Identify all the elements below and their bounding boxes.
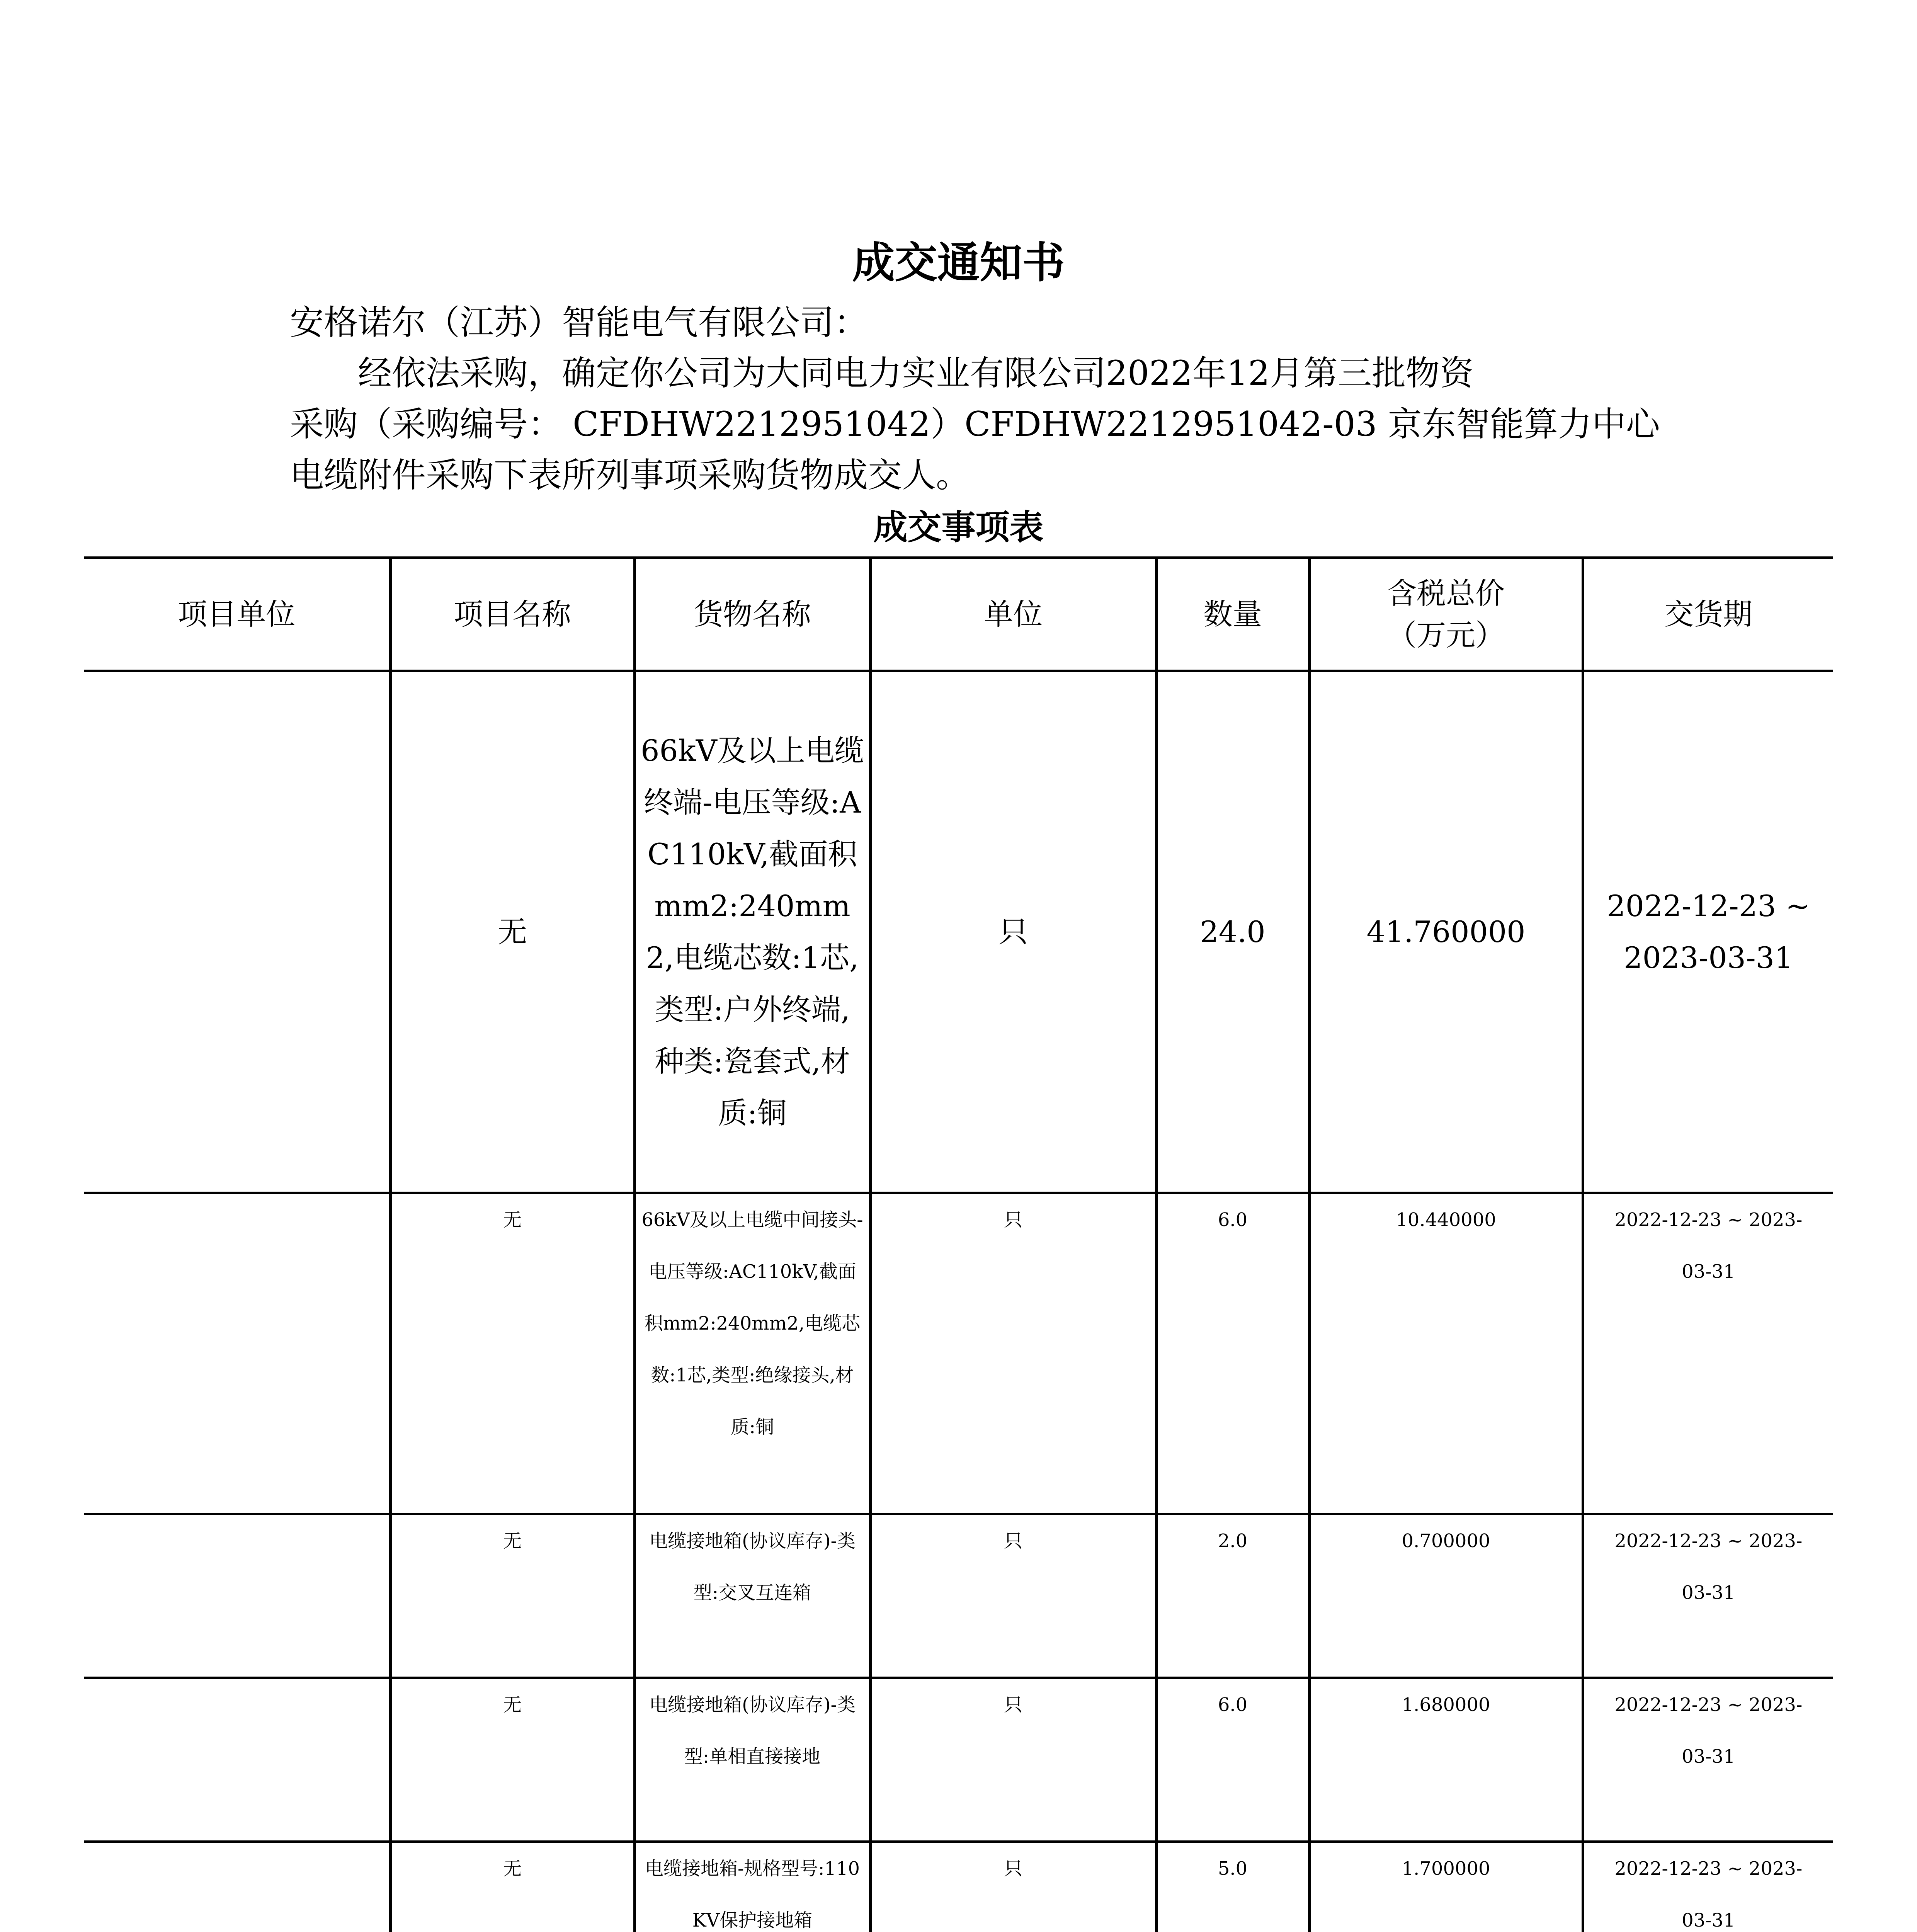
delivery-line-1: 2022-12-23 ~ 2023-	[1614, 1694, 1803, 1716]
table-header-row	[84, 558, 1833, 671]
table-row	[84, 1678, 1833, 1842]
delivery-line-1: 2022-12-23 ~ 2023-	[1614, 1209, 1803, 1231]
table-row	[84, 1514, 1833, 1678]
cell-unit-org	[84, 1842, 390, 1932]
table-title: 成交事项表	[873, 507, 1044, 547]
cell-project-name: 无	[390, 1193, 634, 1514]
notice-body	[290, 348, 1660, 501]
cell-delivery	[1583, 671, 1833, 1193]
notice-body-line-2: 采购（采购编号： CFDHW2212951042）CFDHW2212951042-03 京东智能算力中心	[290, 404, 1660, 444]
cell-unit: 只	[870, 671, 1156, 1193]
table-row	[84, 1193, 1833, 1514]
cell-price: 10.440000	[1309, 1193, 1583, 1514]
delivery-line-2: 03-31	[1682, 1261, 1735, 1282]
delivery-line-2: 03-31	[1682, 1582, 1735, 1604]
header-goods-name: 货物名称	[634, 558, 870, 671]
cell-goods-name: 电缆接地箱-规格型号:110KV保护接地箱	[634, 1842, 870, 1932]
notice-body-line-3: 电缆附件采购下表所列事项采购货物成交人。	[290, 455, 970, 495]
cell-delivery	[1583, 1678, 1833, 1842]
transaction-items-table	[84, 556, 1833, 1932]
recipient-company: 安格诺尔（江苏）智能电气有限公司：	[290, 303, 868, 342]
cell-unit: 只	[870, 1842, 1156, 1932]
delivery-line-2: 03-31	[1682, 1910, 1735, 1931]
cell-quantity: 6.0	[1156, 1193, 1309, 1514]
cell-quantity: 24.0	[1156, 671, 1309, 1193]
cell-delivery	[1583, 1842, 1833, 1932]
delivery-line-1: 2022-12-23 ~ 2023-	[1614, 1858, 1803, 1879]
cell-unit-org	[84, 1514, 390, 1678]
document-title: 成交通知书	[852, 238, 1065, 287]
cell-quantity: 2.0	[1156, 1514, 1309, 1678]
cell-goods-name: 电缆接地箱(协议库存)-类型:交叉互连箱	[634, 1514, 870, 1678]
header-unit: 单位	[870, 558, 1156, 671]
header-price-line1: 含税总价	[1387, 576, 1505, 611]
cell-goods-name: 电缆接地箱(协议库存)-类型:单相直接接地	[634, 1678, 870, 1842]
cell-delivery	[1583, 1514, 1833, 1678]
header-price-line2: （万元）	[1387, 618, 1505, 652]
header-project-name: 项目名称	[390, 558, 634, 671]
cell-unit: 只	[870, 1678, 1156, 1842]
cell-goods-name: 66kV及以上电缆终端-电压等级:AC110kV,截面积mm2:240mm2,电缆芯数:1芯,类型:户外终端,种类:瓷套式,材质:铜	[634, 671, 870, 1193]
cell-project-name: 无	[390, 1678, 634, 1842]
delivery-line-2: 2023-03-31	[1624, 940, 1793, 975]
cell-quantity: 5.0	[1156, 1842, 1309, 1932]
cell-price: 1.680000	[1309, 1678, 1583, 1842]
header-quantity: 数量	[1156, 558, 1309, 671]
cell-project-name: 无	[390, 1514, 634, 1678]
cell-unit: 只	[870, 1193, 1156, 1514]
header-delivery: 交货期	[1583, 558, 1833, 671]
header-unit-org: 项目单位	[84, 558, 390, 671]
table-row	[84, 671, 1833, 1193]
cell-unit-org	[84, 671, 390, 1193]
delivery-line-2: 03-31	[1682, 1746, 1735, 1767]
cell-project-name: 无	[390, 1842, 634, 1932]
cell-delivery	[1583, 1193, 1833, 1514]
cell-price: 41.760000	[1309, 671, 1583, 1193]
delivery-line-1: 2022-12-23 ~ 2023-	[1614, 1530, 1803, 1552]
header-total-price	[1309, 558, 1583, 671]
cell-unit-org	[84, 1678, 390, 1842]
cell-project-name: 无	[390, 671, 634, 1193]
cell-price: 0.700000	[1309, 1514, 1583, 1678]
cell-unit: 只	[870, 1514, 1156, 1678]
notice-body-line-1: 经依法采购，确定你公司为大同电力实业有限公司2022年12月第三批物资	[358, 353, 1474, 393]
cell-price: 1.700000	[1309, 1842, 1583, 1932]
cell-quantity: 6.0	[1156, 1678, 1309, 1842]
table-row	[84, 1842, 1833, 1932]
cell-goods-name: 66kV及以上电缆中间接头-电压等级:AC110kV,截面积mm2:240mm2,电缆芯数:1芯,类型:绝缘接头,材质:铜	[634, 1193, 870, 1514]
cell-unit-org	[84, 1193, 390, 1514]
delivery-line-1: 2022-12-23 ~	[1607, 888, 1810, 923]
